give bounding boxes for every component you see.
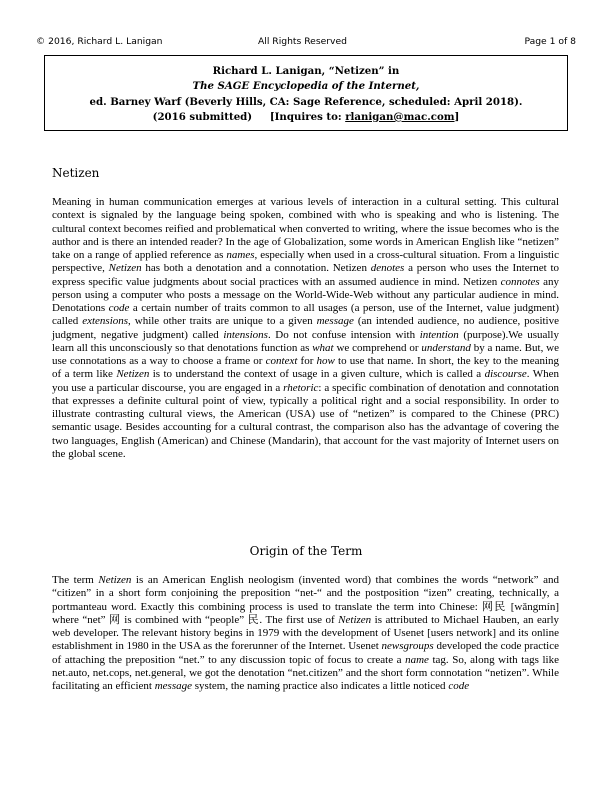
text-run: . Do not confuse intension with	[267, 328, 420, 341]
text-run: tag. So, along with tags like net.auto, net.cops, net.general, we got the denotation “net.citizen” and the short form connotation “netizen”. While facilitating an efficient	[52, 653, 559, 692]
emphasis: discourse	[484, 368, 527, 381]
emphasis: name	[405, 653, 429, 666]
text-run: is an American English neologism (invented word) that combines the words “network” and “citizen” in a short form conjoining the preposition “net-“ and the postposition “izen” creating, technically, a portmanteau word. Exactly this combining process is used to translate the term into Chinese: 网民 [wǎngmín] where “net” 网 is combined with “people” 民. The first use of	[52, 574, 559, 626]
text-run: any person using a computer who posts a message on the World-Wide-Web without any particular audience in mind. Denotations	[52, 275, 559, 314]
text-run: The term	[52, 574, 99, 586]
text-run: for	[297, 355, 317, 367]
emphasis: newsgroups	[381, 640, 434, 653]
emphasis: Netizen	[98, 574, 132, 586]
emphasis: rhetoric	[283, 381, 319, 394]
text-run: has both a denotation and a connotation. Netizen	[141, 262, 371, 275]
paragraph-netizen	[52, 196, 559, 461]
emphasis: Netizen	[116, 368, 150, 381]
citation-submitted: (2016 submitted) [Inquires to:	[152, 110, 346, 123]
text-run: we comprehend or	[333, 341, 422, 354]
citation-book-title: The SAGE Encyclopedia of the Internet,	[192, 80, 420, 93]
emphasis: names	[226, 249, 255, 261]
running-header-copyright: © 2016, Richard L. Lanigan	[36, 36, 163, 47]
citation-contact-line	[45, 110, 567, 125]
citation-author-line: Richard L. Lanigan, “Netizen” in	[212, 65, 400, 77]
emphasis: code	[448, 680, 470, 692]
text-run: a person who uses the Internet to express specific value judgments about social practices with an assumed audience in mind. Netizen	[52, 262, 560, 288]
emphasis: what	[312, 341, 334, 354]
text-run: by a name. But, we use connotations as a way to choose a frame or	[52, 341, 559, 367]
paragraph-origin	[52, 574, 559, 693]
running-header-rights: All Rights Reserved	[258, 36, 347, 47]
emphasis: how	[316, 355, 335, 367]
citation-close-bracket: ]	[454, 110, 460, 123]
emphasis: message	[316, 315, 354, 328]
text-run: to use that name. In short, the key to the meaning of a term like	[52, 355, 560, 381]
emphasis: intensions	[223, 328, 268, 341]
citation-editor-line: ed. Barney Warf (Beverly Hills, CA: Sage Reference, scheduled: April 2018).	[89, 95, 523, 108]
section-heading-origin: Origin of the Term	[249, 544, 363, 558]
citation-box	[44, 55, 568, 131]
section-heading-netizen: Netizen	[52, 166, 100, 180]
emphasis: intention	[419, 328, 459, 341]
running-header-page-number: Page 1 of 8	[524, 36, 576, 47]
emphasis: message	[154, 680, 193, 692]
emphasis: understand	[421, 341, 471, 354]
emphasis: connotes	[500, 275, 540, 288]
emphasis: Netizen	[338, 613, 372, 626]
emphasis: Netizen	[108, 262, 142, 275]
text-run: developed the code practice of attaching the preposition “net.” to any discussion topic of focus to create a	[52, 640, 559, 666]
text-run: a certain number of traits common to all usages (a person, use of the Internet, value judgment) called	[52, 302, 559, 328]
text-run: . When you use a particular discourse, you are engaged in a	[52, 368, 559, 394]
text-run: : a specific combination of denotation and connotation that expresses a definite cultural point of view, typically a political right and a social responsibility. In order to illustrate contrasting cultural views, the American (USA) use of “netizen” is compared to the Chinese (PRC) semantic usage. Besides accounting for a cultural contrast, the comparison also has the advantage of covering the two languages, English (American) and Chinese (Mandarin), that account for the vast majority of Internet users on the global scene.	[52, 381, 560, 460]
text-run: , while other traits are unique to a given	[128, 315, 317, 328]
text-run: system, the naming practice also indicates a little noticed	[192, 680, 449, 692]
text-run: Meaning in human communication emerges at various levels of interaction in a cultural setting. This cultural context is signaled by the language being spoken, combined with who is speaking and who is listening. The cultural context becomes reified and problematical when converted to writing, where the issue becomes who is the author and is there an intended reader? In the age of Globalization, some words in American English like “netizen” take on a range of applied reference as	[52, 196, 559, 261]
emphasis: code	[108, 302, 130, 314]
text-run: is attributed to Michael Hauben, an early web developer. The relevant history begins in 1979 with the development of Usenet [users network] and its online establishment in 1980 in the USA as the forerunner of the Internet. Usenet	[52, 613, 559, 653]
emphasis: denotes	[370, 262, 405, 275]
email-link[interactable]: rlanigan@mac.com	[345, 110, 455, 123]
text-run: , especially when used in a cross-cultural situation. From a linguistic perspective,	[52, 249, 559, 275]
text-run: (an intended audience, no audience, positive judgment, negative judgment) called	[52, 315, 559, 341]
text-run: is to understand the context of usage in a given culture, which is called a	[149, 368, 485, 381]
emphasis: context	[265, 355, 298, 367]
emphasis: extensions	[82, 315, 129, 328]
text-run: (purpose).We usually learn all this unconsciously so that denotations function as	[52, 328, 559, 354]
